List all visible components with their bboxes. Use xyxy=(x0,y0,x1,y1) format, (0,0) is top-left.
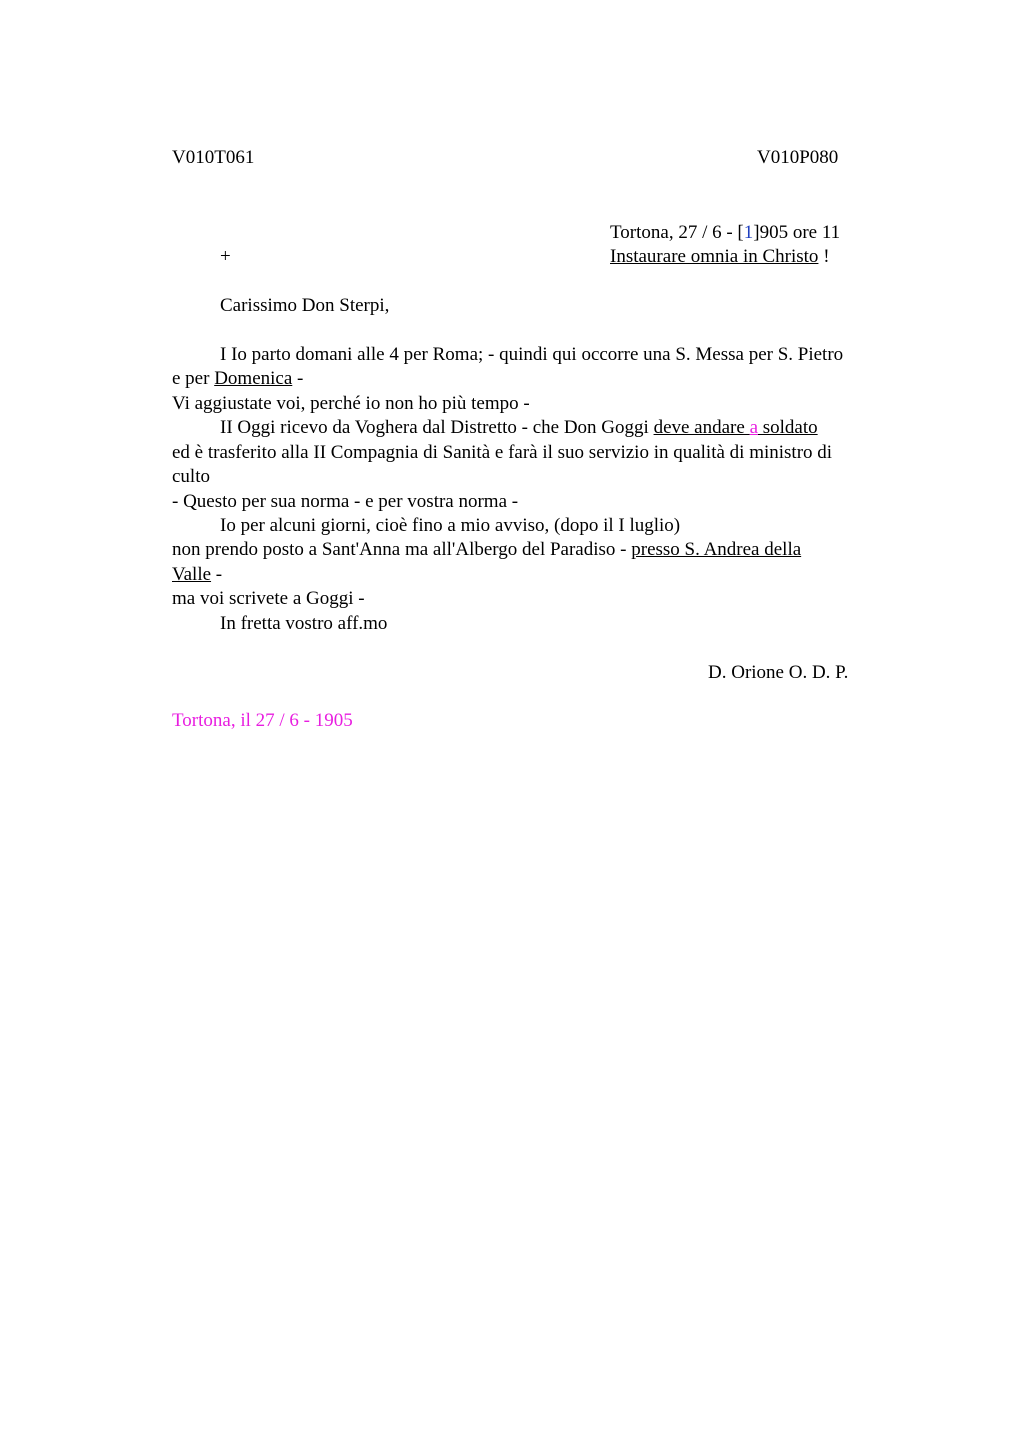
motto-tail: ! xyxy=(818,246,830,267)
body-line: Io per alcuni giorni, cioè fino a mio avviso, (dopo il I luglio) xyxy=(220,515,681,536)
motto xyxy=(610,245,830,269)
body-line xyxy=(172,563,222,587)
body-line xyxy=(172,367,303,391)
body-line: ma voi scrivete a Goggi - xyxy=(172,588,365,609)
body-text: - xyxy=(211,564,223,585)
body-line: culto xyxy=(172,466,210,487)
body-line: ed è trasferito alla II Compagnia di Sanità e farà il suo servizio in qualità di ministro di xyxy=(172,442,833,463)
salutation: Carissimo Don Sterpi, xyxy=(220,295,390,316)
underlined-text: deve andare xyxy=(653,417,750,438)
motto-text: Instaurare omnia in Christo xyxy=(610,246,819,267)
closing: In fretta vostro aff.mo xyxy=(220,613,388,634)
underlined-text: presso S. Andrea della xyxy=(631,539,802,560)
dateline-text: Tortona, 27 / 6 - [ xyxy=(610,222,744,243)
body-text: - xyxy=(292,368,304,389)
underlined-text: Valle xyxy=(172,564,212,585)
footer-date-note: Tortona, il 27 / 6 - 1905 xyxy=(172,710,353,731)
cross-symbol: + xyxy=(220,246,231,267)
body-line xyxy=(172,538,801,562)
body-text: II Oggi ricevo da Voghera dal Distretto - che Don Goggi xyxy=(220,417,654,438)
underlined-text: Domenica xyxy=(214,368,293,389)
body-line: I Io parto domani alle 4 per Roma; - quindi qui occorre una S. Messa per S. Pietro xyxy=(220,344,844,365)
body-line: Vi aggiustate voi, perché io non ho più tempo - xyxy=(172,393,530,414)
body-line: - Questo per sua norma - e per vostra norma - xyxy=(172,491,519,512)
underlined-text: soldato xyxy=(758,417,818,438)
dateline xyxy=(610,221,840,245)
dateline-editorial-digit: 1 xyxy=(743,222,754,243)
document-code-right: V010P080 xyxy=(757,147,839,168)
document-code-left: V010T061 xyxy=(172,147,255,168)
signature: D. Orione O. D. P. xyxy=(708,662,849,683)
body-line xyxy=(220,416,818,440)
dateline-text-end: ]905 ore 11 xyxy=(753,222,841,243)
editorial-insert: a xyxy=(749,417,758,438)
body-text: e per xyxy=(172,368,215,389)
body-text: non prendo posto a Sant'Anna ma all'Albergo del Paradiso - xyxy=(172,539,632,560)
